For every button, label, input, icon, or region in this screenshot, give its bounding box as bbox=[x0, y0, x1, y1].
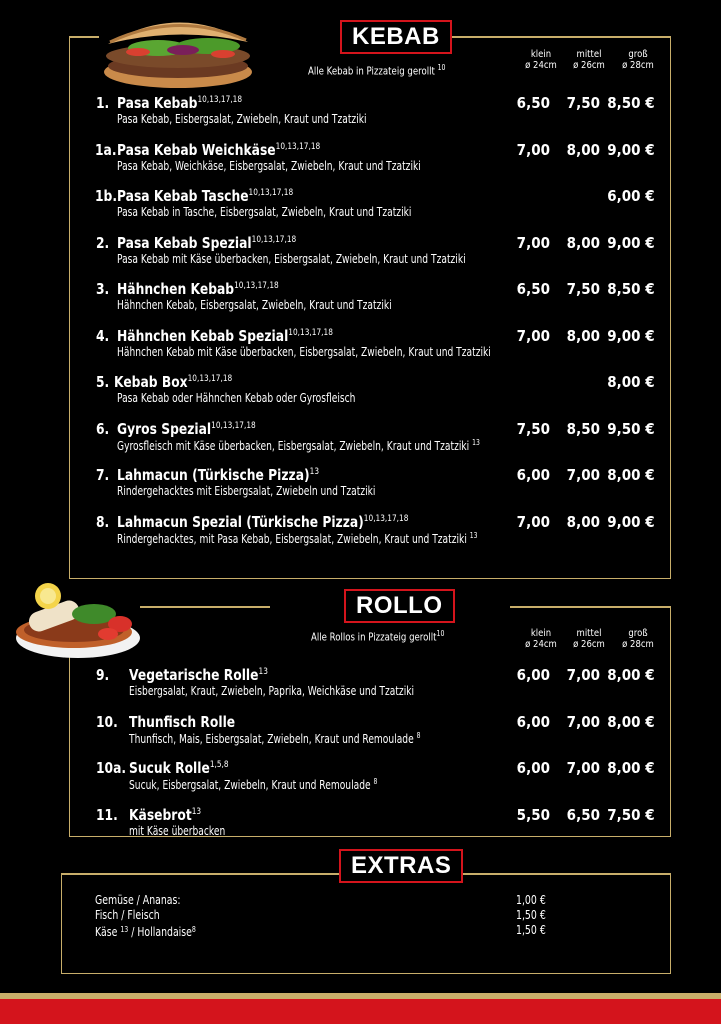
size-header-klein: klein ø 24cm bbox=[525, 49, 557, 71]
extra-label-text-2: / Hollandaise bbox=[128, 925, 192, 939]
item-name bbox=[129, 666, 268, 684]
item-name bbox=[117, 420, 256, 438]
size-header-mittel: mittel ø 26cm bbox=[573, 49, 605, 71]
item-description bbox=[129, 777, 377, 792]
item-number: 1a. bbox=[95, 140, 117, 159]
item-name-text: Pasa Kebab Spezial bbox=[117, 233, 252, 252]
price-gross: 8,00 € bbox=[607, 666, 655, 684]
price-mittel: 8,50 bbox=[566, 419, 600, 438]
item-name-text: Käsebrot bbox=[129, 805, 192, 824]
extras-title: EXTRAS bbox=[339, 849, 463, 883]
item-allergens: 1,5,8 bbox=[209, 760, 229, 770]
price-mittel: 8,00 bbox=[566, 140, 600, 159]
item-description bbox=[129, 824, 225, 838]
item-name-text: Pasa Kebab Tasche bbox=[117, 187, 249, 205]
extra-price: 1,00 € bbox=[516, 893, 546, 907]
kebab-title: KEBAB bbox=[340, 20, 452, 54]
item-number: 10. bbox=[96, 712, 118, 731]
size-header-gross: groß ø 28cm bbox=[622, 628, 654, 650]
item-name bbox=[117, 234, 296, 252]
rollo-note: Alle Rollos in Pizzateig gerollt$^{10}$ bbox=[311, 629, 445, 644]
item-name bbox=[129, 759, 229, 777]
item-allergens: 13 bbox=[258, 667, 268, 677]
item-description-text: Pasa Kebab, Eisbergsalat, Zwiebeln, Kraut und Tzatziki bbox=[117, 112, 367, 126]
item-description bbox=[117, 438, 480, 453]
price-mittel: 8,00 bbox=[566, 512, 600, 531]
item-number: 3. bbox=[96, 280, 110, 298]
item-allergens: 10,13,17,18 bbox=[363, 513, 409, 524]
item-allergens: 10,13,17,18 bbox=[288, 327, 333, 338]
price-gross: 9,50 € bbox=[607, 419, 655, 438]
item-name bbox=[117, 187, 293, 205]
item-description-text: Pasa Kebab, Weichkäse, Eisbergsalat, Zwiebeln, Kraut und Tzatziki bbox=[117, 158, 421, 173]
item-description-text: Rindergehacktes mit Eisbergsalat, Zwiebeln und Tzatziki bbox=[117, 484, 376, 498]
lahmacun-roll-image bbox=[8, 576, 142, 660]
item-name-text: Thunfisch Rolle bbox=[129, 712, 236, 731]
size-header-klein: klein ø 24cm bbox=[525, 628, 557, 650]
price-gross: 8,00 € bbox=[607, 759, 655, 777]
price-mittel: 8,00 bbox=[566, 233, 600, 252]
price-gross: 8,00 € bbox=[607, 373, 655, 391]
price-gross: 9,00 € bbox=[607, 512, 655, 531]
price-klein: 7,00 bbox=[516, 140, 550, 159]
item-allergens: 10,13,17,18 bbox=[248, 188, 294, 198]
item-description-text: Pasa Kebab in Tasche, Eisbergsalat, Zwiebeln, Kraut und Tzatziki bbox=[117, 205, 412, 219]
item-allergens: 13 bbox=[309, 467, 320, 477]
extra-price: 1,50 € bbox=[516, 923, 546, 937]
item-number: 1. bbox=[96, 94, 110, 112]
rollo-frame-top-left bbox=[140, 606, 270, 608]
price-klein: 6,00 bbox=[516, 759, 550, 777]
item-name-text: Pasa Kebab bbox=[117, 94, 198, 112]
item-description bbox=[117, 112, 367, 126]
item-description-text: Pasa Kebab oder Hähnchen Kebab oder Gyrosfleisch bbox=[117, 391, 356, 405]
item-number: 7. bbox=[96, 466, 110, 484]
item-description bbox=[117, 345, 491, 359]
rollo-frame-top-right bbox=[510, 606, 671, 608]
item-name bbox=[117, 466, 319, 484]
price-mittel: 7,50 bbox=[566, 94, 600, 112]
item-description-text: Hähnchen Kebab mit Käse überbacken, Eisbergsalat, Zwiebeln, Kraut und Tzatziki bbox=[117, 344, 491, 359]
price-gross: 9,00 € bbox=[607, 326, 655, 345]
price-gross: 9,00 € bbox=[607, 233, 655, 252]
item-description-allergens: 8 bbox=[373, 777, 378, 786]
item-description bbox=[117, 159, 421, 173]
item-description-text: Eisbergsalat, Kraut, Zwiebeln, Paprika, Weichkäse und Tzatziki bbox=[129, 684, 415, 698]
price-gross: 9,00 € bbox=[607, 140, 655, 159]
item-allergens: 10,13,17,18 bbox=[187, 374, 233, 384]
price-gross: 8,00 € bbox=[607, 466, 655, 484]
rollo-title: ROLLO bbox=[344, 589, 455, 623]
item-description bbox=[117, 531, 478, 546]
price-mittel: 7,00 bbox=[566, 666, 600, 684]
item-allergens: 10,13,17,18 bbox=[251, 234, 297, 245]
extra-allergens-2: 8 bbox=[191, 925, 196, 934]
item-name bbox=[117, 513, 408, 531]
price-klein: 5,50 bbox=[516, 805, 550, 824]
extra-label bbox=[95, 893, 181, 907]
item-allergens: 10,13,17,18 bbox=[275, 141, 321, 152]
extra-allergens: 13 bbox=[120, 925, 129, 934]
item-number: 6. bbox=[96, 419, 110, 438]
kebab-note: Alle Kebab in Pizzateig gerollt $^{10}$ bbox=[308, 63, 446, 78]
item-description-text: Hähnchen Kebab, Eisbergsalat, Zwiebeln, Kraut und Tzatziki bbox=[117, 298, 392, 312]
item-allergens: 10,13,17,18 bbox=[197, 95, 243, 105]
item-name-text: Lahmacun Spezial (Türkische Pizza) bbox=[117, 512, 364, 531]
price-klein: 7,00 bbox=[516, 512, 550, 531]
item-number: 10a. bbox=[96, 759, 127, 777]
item-name bbox=[114, 373, 232, 391]
price-gross: 8,50 € bbox=[607, 94, 655, 112]
price-klein: 7,00 bbox=[516, 233, 550, 252]
kebab-frame-top-left bbox=[69, 36, 99, 38]
item-name bbox=[117, 280, 279, 298]
item-description-text: Thunfisch, Mais, Eisbergsalat, Zwiebeln, Kraut und Remoulade bbox=[129, 731, 414, 746]
price-klein: 6,00 bbox=[516, 712, 550, 731]
extra-label-text: Fisch / Fleisch bbox=[95, 908, 160, 922]
kebab-sandwich-image bbox=[98, 6, 258, 90]
extra-price: 1,50 € bbox=[516, 908, 546, 922]
item-number: 2. bbox=[96, 233, 110, 252]
item-description-text: Rindergehacktes, mit Pasa Kebab, Eisbergsalat, Zwiebeln, Kraut und Tzatziki bbox=[117, 531, 467, 546]
item-description bbox=[117, 205, 411, 219]
item-description bbox=[117, 252, 466, 266]
price-mittel: 7,50 bbox=[566, 280, 600, 298]
item-description bbox=[117, 298, 392, 312]
item-number: 9. bbox=[96, 666, 110, 684]
item-description-text: Sucuk, Eisbergsalat, Zwiebeln, Kraut und Remoulade bbox=[129, 778, 371, 792]
extra-label-text: Käse bbox=[95, 925, 121, 939]
item-description-text: mit Käse überbacken bbox=[129, 823, 226, 838]
item-number: 11. bbox=[96, 805, 118, 824]
item-name bbox=[129, 713, 235, 731]
item-description bbox=[129, 684, 414, 698]
footer-red-stripe bbox=[0, 999, 721, 1024]
item-number: 1b. bbox=[95, 187, 118, 205]
item-name bbox=[129, 806, 201, 824]
size-header-mittel: mittel ø 26cm bbox=[573, 628, 605, 650]
price-klein: 6,50 bbox=[516, 280, 550, 298]
price-klein: 7,50 bbox=[516, 419, 550, 438]
price-klein: 7,00 bbox=[516, 326, 550, 345]
price-gross: 7,50 € bbox=[607, 805, 655, 824]
item-description bbox=[117, 484, 375, 498]
price-gross: 6,00 € bbox=[607, 187, 655, 205]
size-header-gross: groß ø 28cm bbox=[622, 49, 654, 71]
extras-frame-top-left bbox=[61, 873, 339, 875]
item-name-text: Hähnchen Kebab Spezial bbox=[117, 326, 289, 345]
price-mittel: 7,00 bbox=[566, 759, 600, 777]
item-name-text: Kebab Box bbox=[114, 373, 188, 391]
item-description-text: Gyrosfleisch mit Käse überbacken, Eisbergsalat, Zwiebeln, Kraut und Tzatziki bbox=[117, 438, 470, 453]
extra-label bbox=[95, 923, 196, 939]
item-allergens: 10,13,17,18 bbox=[234, 281, 279, 291]
price-gross: 8,00 € bbox=[607, 712, 655, 731]
item-allergens: 10,13,17,18 bbox=[211, 420, 256, 431]
price-mittel: 7,00 bbox=[566, 712, 600, 731]
price-klein: 6,00 bbox=[516, 466, 550, 484]
price-klein: 6,50 bbox=[516, 94, 550, 112]
item-description-allergens: 8 bbox=[416, 730, 421, 740]
item-number: 4. bbox=[96, 326, 110, 345]
extra-label bbox=[95, 908, 160, 922]
item-name-text: Sucuk Rolle bbox=[129, 759, 210, 777]
item-name-text: Gyros Spezial bbox=[117, 419, 212, 438]
extra-label-text: Gemüse / Ananas: bbox=[95, 893, 181, 907]
item-description bbox=[129, 731, 420, 746]
item-name bbox=[117, 327, 333, 345]
item-name-text: Pasa Kebab Weichkäse bbox=[117, 140, 276, 159]
item-description-text: Pasa Kebab mit Käse überbacken, Eisbergsalat, Zwiebeln, Kraut und Tzatziki bbox=[117, 251, 466, 266]
price-klein: 6,00 bbox=[516, 666, 550, 684]
item-allergens: 13 bbox=[191, 806, 202, 817]
item-description-allergens: 13 bbox=[469, 530, 478, 540]
item-name bbox=[117, 94, 242, 112]
price-mittel: 7,00 bbox=[566, 466, 600, 484]
item-description bbox=[117, 391, 355, 405]
kebab-frame-top-right bbox=[448, 36, 671, 38]
item-name-text: Lahmacun (Türkische Pizza) bbox=[117, 466, 310, 484]
item-name-text: Hähnchen Kebab bbox=[117, 280, 235, 298]
item-number: 8. bbox=[96, 512, 110, 531]
extras-frame-top-right bbox=[442, 873, 671, 875]
item-number: 5. bbox=[96, 373, 110, 391]
item-description-allergens: 13 bbox=[472, 437, 480, 447]
item-name bbox=[117, 141, 320, 159]
price-mittel: 8,00 bbox=[566, 326, 600, 345]
price-gross: 8,50 € bbox=[607, 280, 655, 298]
item-name-text: Vegetarische Rolle bbox=[129, 666, 259, 684]
price-mittel: 6,50 bbox=[566, 805, 600, 824]
